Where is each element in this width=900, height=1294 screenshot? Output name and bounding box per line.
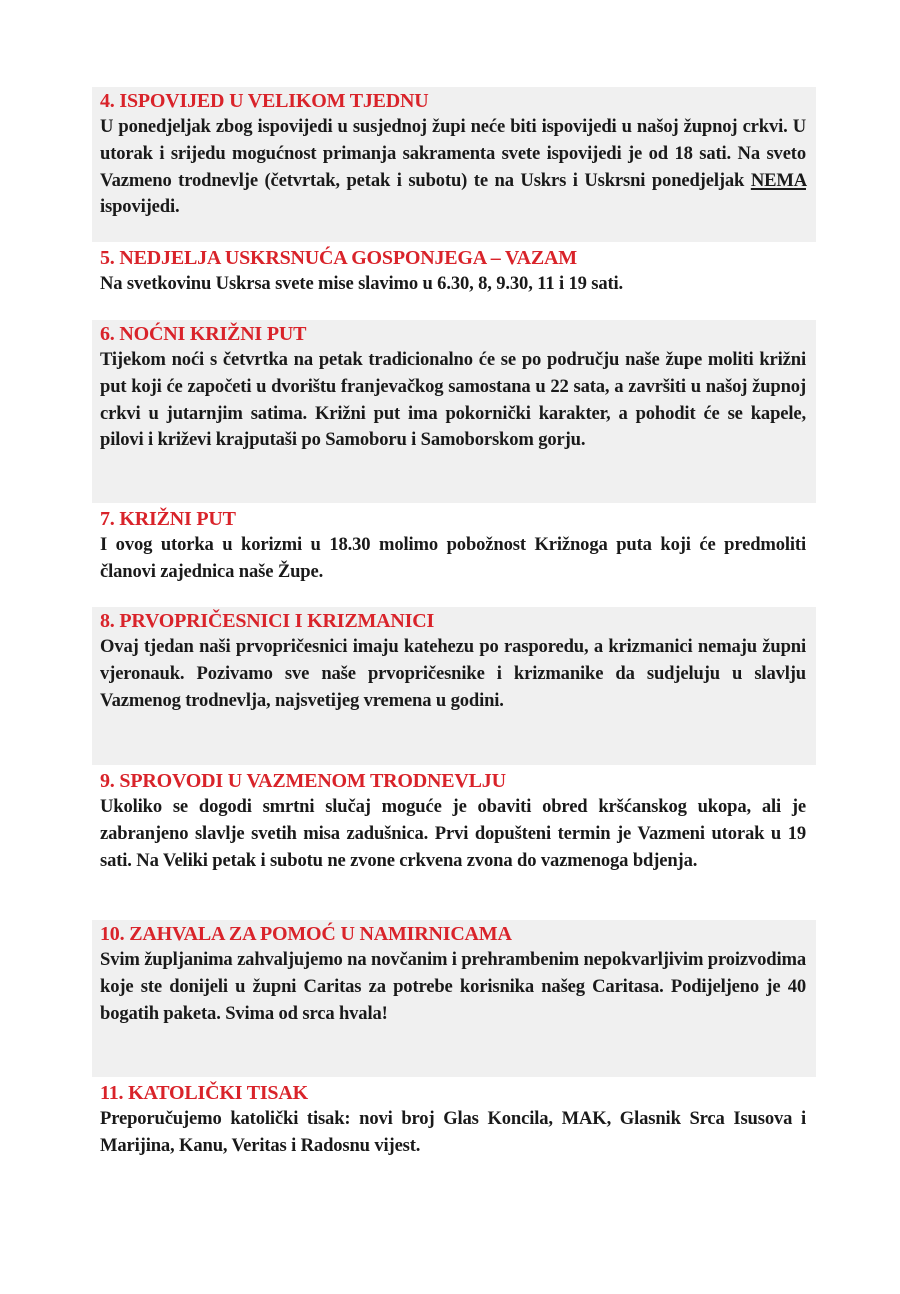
section-thanks-groceries	[92, 920, 816, 1077]
section-body: I ovog utorka u korizmi u 18.30 molimo pobožnost Križnoga puta koji će predmoliti članovi zajednica naše Župe.	[100, 534, 806, 582]
section-heading: 4. ISPOVIJED U VELIKOM TJEDNU	[100, 90, 429, 112]
section-heading: 9. SPROVODI U VAZMENOM TRODNEVLJU	[100, 770, 506, 792]
section-heading: 8. PRVOPRIČESNICI I KRIZMANICI	[100, 610, 435, 632]
body-text-part: ispovijedi.	[100, 196, 180, 218]
section-heading: 5. NEDJELJA USKRSNUĆA GOSPONJEGA – VAZAM	[100, 247, 577, 269]
section-heading: 11. KATOLIČKI TISAK	[100, 1082, 308, 1104]
emphasis-nema: NEMA	[750, 169, 806, 191]
section-body: Ovaj tjedan naši prvopričesnici imaju katehezu po rasporedu, a krizmanici nemaju župni vjeronauk. Pozivamo sve naše prvopričesnike i krizmanike da sudjeluju u slavlju Vazmenog trodnevlja, najsvetijeg vremena u godini.	[100, 636, 806, 711]
section-body: Tijekom noći s četvrtka na petak tradicionalno će se po području naše župe moliti križni put koji će započeti u dvorištu franjevačkog samostana u 22 sata, a završiti u našoj župnoj crkvi u jutarnjim satima. Križni put ima pokornički karakter, a pohodit će se kapele, pilovi i križevi krajputaši po Samoboru i Samoborskom gorju.	[100, 349, 806, 451]
section-body: Svim župljanima zahvaljujemo na novčanim i prehrambenim nepokvarljivim proizvodima koje ste donijeli u župni Caritas za potrebe korisnika našeg Caritasa. Podijeljeno je 40 bogatih paketa. Svima od srca hvala!	[100, 949, 806, 1024]
section-catholic-press	[92, 1079, 816, 1159]
section-body: Na svetkovinu Uskrsa svete mise slavimo u 6.30, 8, 9.30, 11 i 19 sati.	[100, 273, 624, 294]
section-heading: 7. KRIŽNI PUT	[100, 508, 236, 530]
section-body: Preporučujemo katolički tisak: novi broj Glas Koncila, MAK, Glasnik Srca Isusova i Marijina, Kanu, Veritas i Radosnu vijest.	[100, 1108, 806, 1156]
section-heading: 10. ZAHVALA ZA POMOĆ U NAMIRNICAMA	[100, 923, 512, 945]
section-communicants-confirmands	[92, 607, 816, 765]
section-way-of-cross	[92, 505, 816, 590]
section-body	[100, 114, 806, 221]
section-night-way-of-cross	[92, 320, 816, 503]
section-confession-holy-week	[92, 87, 816, 242]
body-text-part: U ponedjeljak zbog ispovijedi u susjednoj župi neće biti ispovijedi u našoj župnoj crkvi. U utorak i srijedu mogućnost primanja sakramenta svete ispovijedi je od 18 sati. Na sveto Vazmeno trodnevlje (četvrtak, petak i subotu) te na Uskrs i Uskrsni ponedjeljak	[100, 116, 806, 191]
section-heading: 6. NOĆNI KRIŽNI PUT	[100, 323, 307, 345]
section-easter-sunday	[92, 244, 816, 304]
section-body: Ukoliko se dogodi smrtni slučaj moguće je obaviti obred kršćanskog ukopa, ali je zabranjeno slavlje svetih misa zadušnica. Prvi dopušteni termin je Vazmeni utorak u 19 sati. Na Veliki petak i subotu ne zvone crkvena zvona do vazmenoga bdjenja.	[100, 796, 806, 871]
section-funerals	[92, 767, 816, 907]
